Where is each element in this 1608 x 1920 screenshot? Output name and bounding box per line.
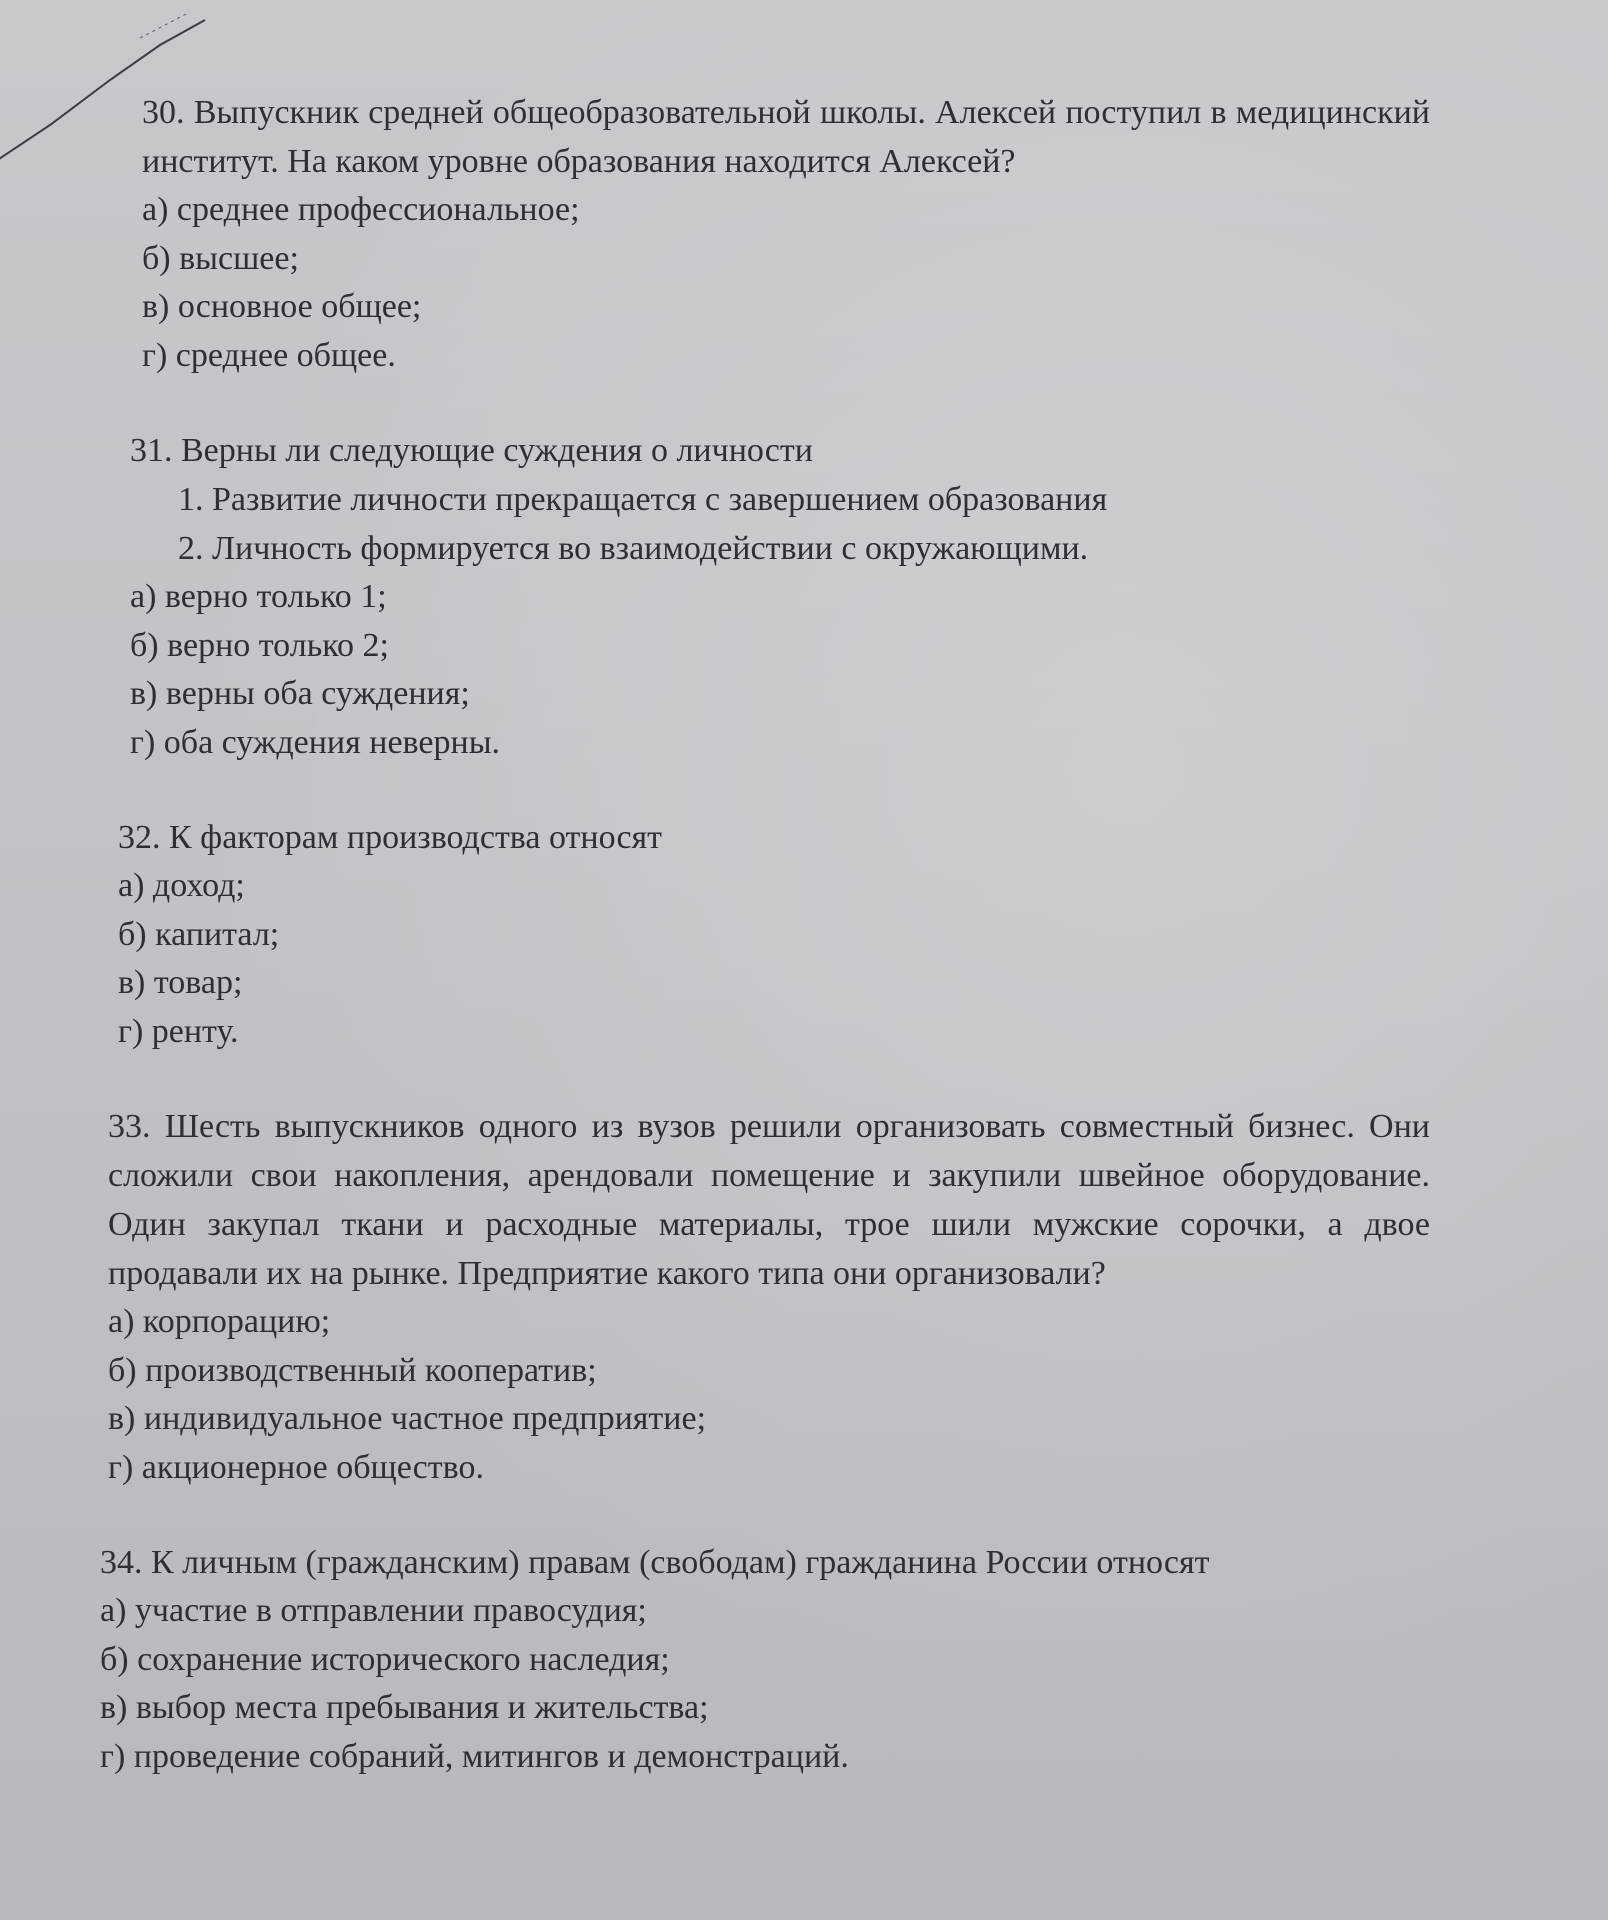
question-32: [118, 813, 1430, 1056]
question-34: [100, 1538, 1430, 1781]
question-list: [100, 88, 1430, 1827]
answer-option-a: а) среднее профессиональное;: [142, 191, 580, 228]
question-title: 34. К личным (гражданским) правам (свободам) гражданина России относят: [100, 1544, 1210, 1581]
answer-option-v: в) товар;: [118, 964, 243, 1001]
answer-option-b: б) капитал;: [118, 915, 280, 953]
answer-option-v: в) индивидуальное частное предприятие;: [108, 1400, 707, 1437]
answer-option-g: г) проведение собраний, митингов и демонстраций.: [100, 1737, 849, 1775]
question-33: [108, 1102, 1430, 1492]
answer-option-b: б) верно только 2;: [130, 626, 389, 664]
question-title: 32. К факторам производства относят: [118, 819, 663, 856]
answer-option-v: в) основное общее;: [142, 288, 422, 325]
answer-option-a: а) доход;: [118, 867, 245, 904]
answer-option-a: а) участие в отправлении правосудия;: [100, 1592, 647, 1629]
answer-option-v: в) выбор места пребывания и жительства;: [100, 1689, 709, 1726]
answer-option-g: г) оба суждения неверны.: [130, 723, 501, 761]
statement-1: 1. Развитие личности прекращается с завершением образования: [178, 481, 1108, 518]
answer-option-g: г) среднее общее.: [142, 336, 396, 374]
question-title: 31. Верны ли следующие суждения о личности: [130, 432, 813, 469]
answer-option-a: а) корпорацию;: [108, 1303, 331, 1340]
statement-2: 2. Личность формируется во взаимодействии с окружающими.: [178, 530, 1089, 567]
answer-option-g: г) ренту.: [118, 1012, 239, 1050]
answer-option-a: а) верно только 1;: [130, 578, 387, 615]
answer-option-g: г) акционерное общество.: [108, 1448, 484, 1486]
answer-option-b: б) высшее;: [142, 239, 299, 277]
question-31: [130, 426, 1430, 767]
question-title: 33. Шесть выпускников одного из вузов решили организовать совместный бизнес. Они сложили свои накопления, арендовали помещение и закупили швейное оборудование. Один закупал ткани и расходные материалы, трое шили мужские сорочки, а двое продавали их на рынке. Предприятие какого типа они организовали?: [108, 1108, 1430, 1292]
question-30: [142, 88, 1430, 380]
answer-option-b: б) сохранение исторического наследия;: [100, 1640, 670, 1678]
question-title: 30. Выпускник средней общеобразовательной школы. Алексей поступил в медицинский институт. На каком уровне образования находится Алексей?: [142, 94, 1430, 180]
answer-option-v: в) верны оба суждения;: [130, 675, 470, 712]
answer-option-b: б) производственный кооператив;: [108, 1351, 597, 1389]
